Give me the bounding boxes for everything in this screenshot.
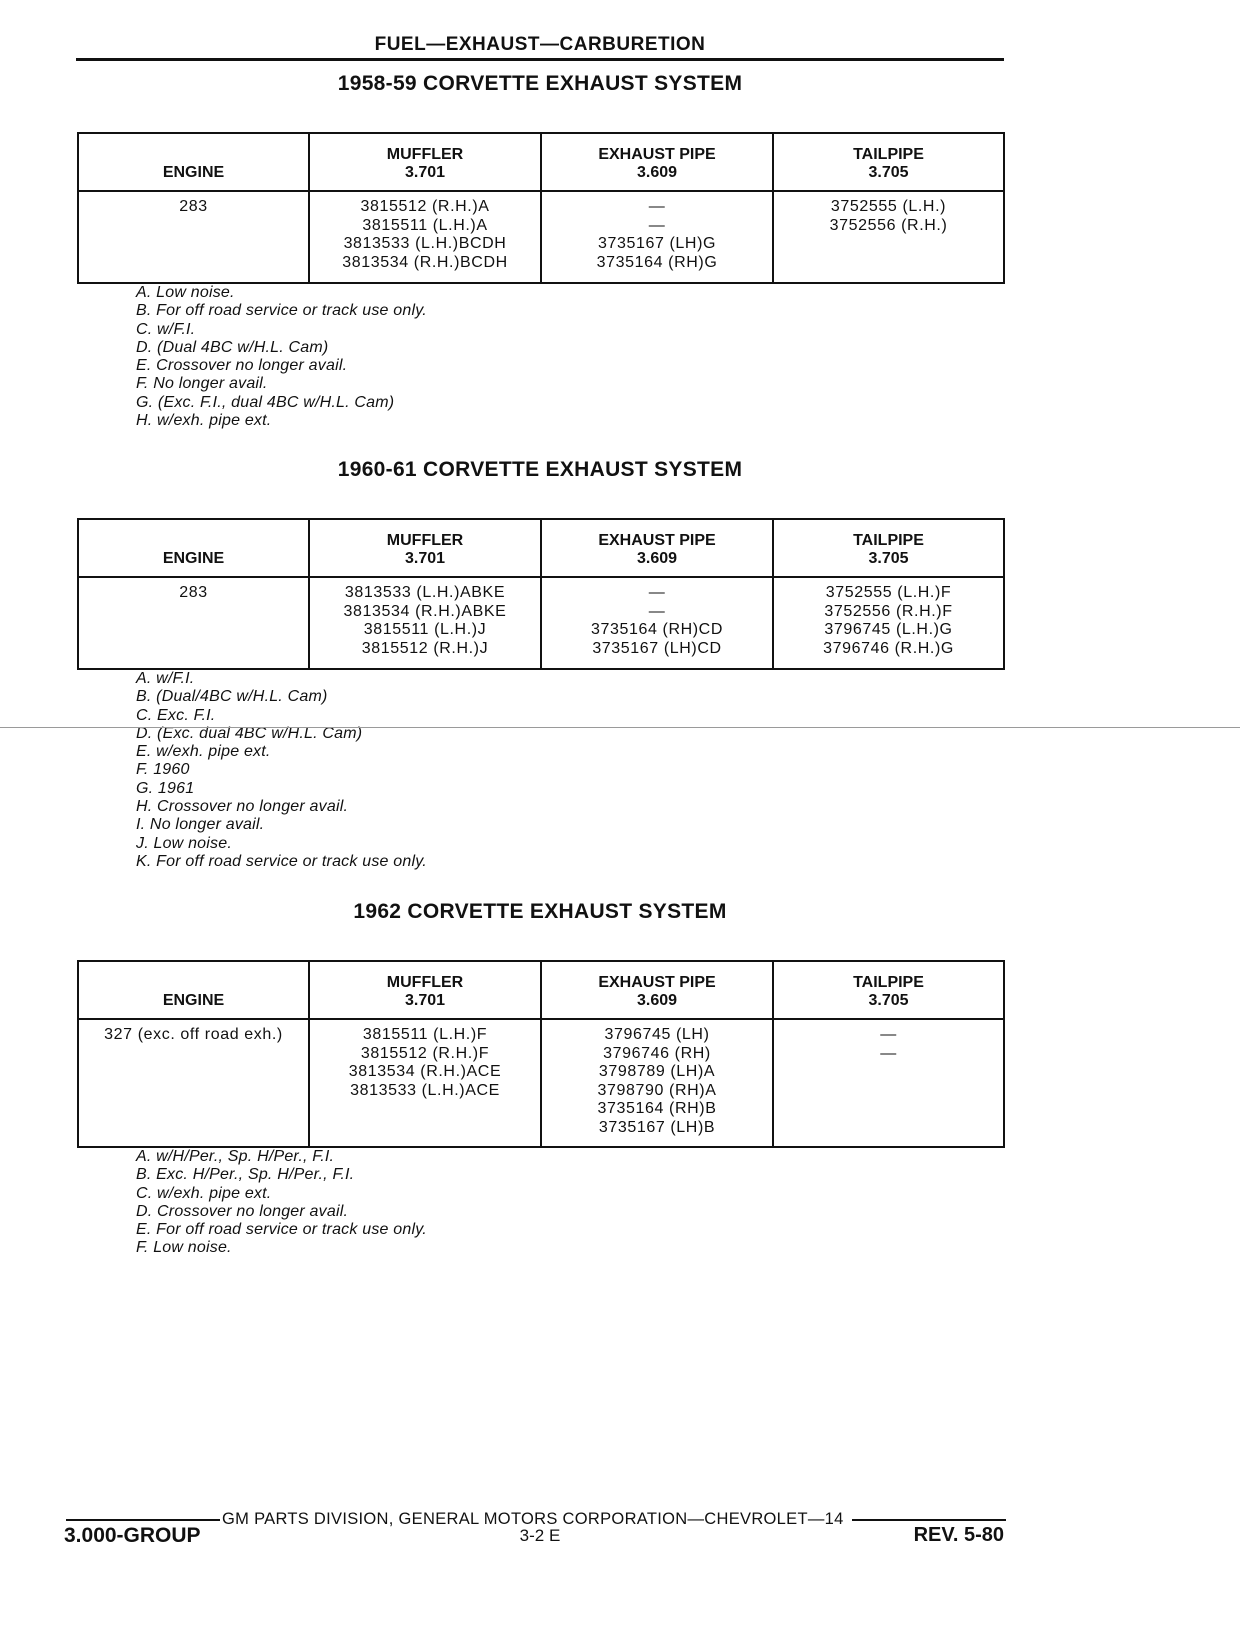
muffler-cell: 3813533 (L.H.)ABKE 3813534 (R.H.)ABKE 3815511 (L.H.)J 3815512 (R.H.)J	[309, 577, 541, 669]
footnote: K. For off road service or track use only.	[136, 852, 427, 870]
column-header-tailpipe: TAILPIPE 3.705	[773, 519, 1004, 577]
table-row	[78, 191, 1004, 283]
footer-revision: REV. 5-80	[913, 1524, 1004, 1546]
column-header-exhaust-pipe: EXHAUST PIPE 3.609	[541, 961, 773, 1019]
muffler-cell: 3815511 (L.H.)F 3815512 (R.H.)F 3813534 (R.H.)ACE 3813533 (L.H.)ACE	[309, 1019, 541, 1147]
footnote: C. w/F.I.	[136, 320, 196, 338]
footnote: I. No longer avail.	[136, 816, 265, 834]
section-title-1960-61: 1960-61 CORVETTE EXHAUST SYSTEM	[337, 458, 743, 481]
exhaust-pipe-cell: — — 3735164 (RH)CD 3735167 (LH)CD	[541, 577, 773, 669]
footnote: A. w/F.I.	[136, 670, 195, 687]
table-header-row	[78, 961, 1004, 1019]
footnote: B. Exc. H/Per., Sp. H/Per., F.I.	[136, 1166, 355, 1184]
column-header-tailpipe: TAILPIPE 3.705	[773, 961, 1004, 1019]
table-row	[78, 1019, 1004, 1147]
column-header-tailpipe: TAILPIPE 3.705	[773, 133, 1004, 191]
table-row	[78, 577, 1004, 669]
footnote: A. w/H/Per., Sp. H/Per., F.I.	[136, 1148, 335, 1165]
footnote: C. w/exh. pipe ext.	[136, 1184, 272, 1202]
footnote: B. (Dual/4BC w/H.L. Cam)	[136, 688, 328, 706]
footnote: G. (Exc. F.I., dual 4BC w/H.L. Cam)	[136, 393, 395, 411]
column-header-engine: ENGINE	[78, 519, 309, 577]
footnote: A. Low noise.	[136, 284, 235, 301]
engine-cell: 283	[78, 577, 309, 669]
column-header-engine: ENGINE	[78, 961, 309, 1019]
tailpipe-cell: 3752555 (L.H.) 3752556 (R.H.)	[773, 191, 1004, 283]
footnote: H. Crossover no longer avail.	[136, 798, 349, 816]
column-header-exhaust-pipe: EXHAUST PIPE 3.609	[541, 133, 773, 191]
footer-group-label: 3.000-GROUP	[64, 1524, 201, 1547]
engine-cell: 327 (exc. off road exh.)	[78, 1019, 309, 1147]
column-header-exhaust-pipe: EXHAUST PIPE 3.609	[541, 519, 773, 577]
scan-artifact-line	[0, 727, 1240, 728]
table-header-row	[78, 133, 1004, 191]
section-title-1962: 1962 CORVETTE EXHAUST SYSTEM	[353, 900, 727, 923]
column-header-muffler: MUFFLER 3.701	[309, 133, 541, 191]
column-header-muffler: MUFFLER 3.701	[309, 519, 541, 577]
tailpipe-cell: 3752555 (L.H.)F 3752556 (R.H.)F 3796745 (L.H.)G 3796746 (R.H.)G	[773, 577, 1004, 669]
muffler-cell: 3815512 (R.H.)A 3815511 (L.H.)A 3813533 (L.H.)BCDH 3813534 (R.H.)BCDH	[309, 191, 541, 283]
footnote: G. 1961	[136, 779, 195, 797]
footnote: C. Exc. F.I.	[136, 706, 216, 724]
page-header-title: FUEL—EXHAUST—CARBURETION	[374, 34, 706, 55]
footnote: F. No longer avail.	[136, 375, 268, 393]
footer-rule-left	[66, 1519, 220, 1521]
footnote: B. For off road service or track use only.	[136, 302, 427, 320]
footnote: E. For off road service or track use only.	[136, 1221, 427, 1239]
footnote: D. (Exc. dual 4BC w/H.L. Cam)	[136, 724, 363, 742]
footer-page-number: 3-2 E	[519, 1526, 561, 1545]
footnote: D. Crossover no longer avail.	[136, 1202, 349, 1220]
footnote: E. Crossover no longer avail.	[136, 357, 348, 375]
table-header-row	[78, 519, 1004, 577]
tailpipe-cell: — —	[773, 1019, 1004, 1147]
engine-cell: 283	[78, 191, 309, 283]
exhaust-table-1962	[77, 960, 1005, 1148]
footer-division-text: GM PARTS DIVISION, GENERAL MOTORS CORPORATION—CHEVROLET—14	[222, 1510, 844, 1528]
section-title-1958-59: 1958-59 CORVETTE EXHAUST SYSTEM	[337, 72, 743, 95]
header-rule	[76, 58, 1004, 61]
footnote: F. Low noise.	[136, 1239, 232, 1257]
footnote: D. (Dual 4BC w/H.L. Cam)	[136, 338, 329, 356]
column-header-engine: ENGINE	[78, 133, 309, 191]
footnotes-1960-61	[136, 670, 427, 871]
exhaust-table-1958-59	[77, 132, 1005, 284]
footer-rule-right	[852, 1519, 1006, 1521]
exhaust-table-1960-61	[77, 518, 1005, 670]
footnotes-1958-59	[136, 284, 427, 430]
footnotes-1962	[136, 1148, 427, 1258]
exhaust-pipe-cell: — — 3735167 (LH)G 3735164 (RH)G	[541, 191, 773, 283]
exhaust-pipe-cell: 3796745 (LH) 3796746 (RH) 3798789 (LH)A 3798790 (RH)A 3735164 (RH)B 3735167 (LH)B	[541, 1019, 773, 1147]
footnote: E. w/exh. pipe ext.	[136, 743, 271, 761]
footnote: H. w/exh. pipe ext.	[136, 412, 272, 430]
footnote: J. Low noise.	[136, 834, 232, 852]
column-header-muffler: MUFFLER 3.701	[309, 961, 541, 1019]
footnote: F. 1960	[136, 761, 190, 779]
